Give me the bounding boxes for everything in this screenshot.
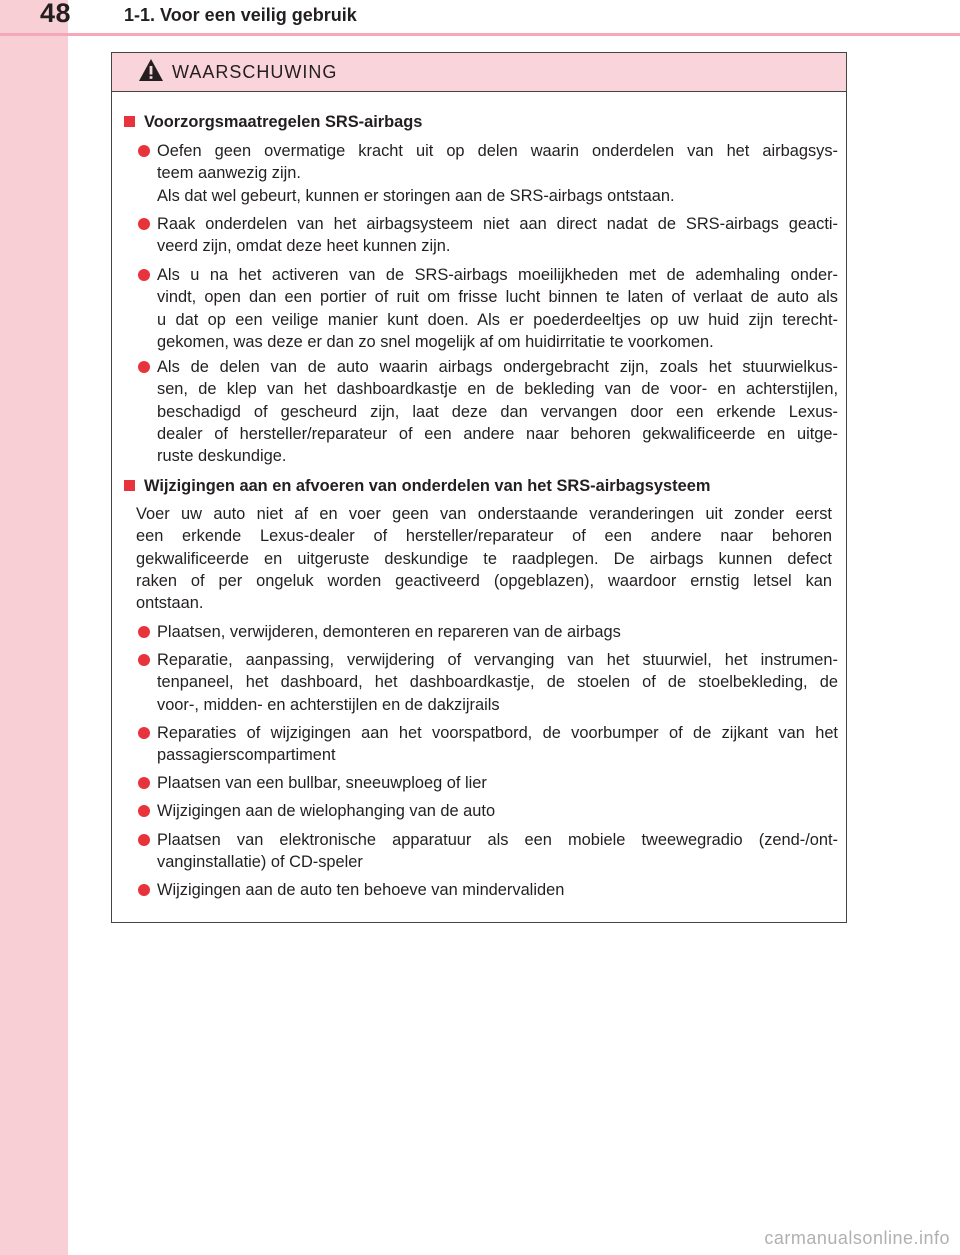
page-number: 48 xyxy=(40,0,72,28)
list-item-line: Als u na het activeren van de SRS-airbags moeilijkheden met de ademhaling onder- xyxy=(157,266,838,284)
bullet-dot-icon xyxy=(138,834,150,846)
list-item xyxy=(138,140,838,207)
list-item-line: beschadigd of gescheurd zijn, laat deze dan vervangen door een erkende Lexus- xyxy=(157,402,838,421)
list-item xyxy=(138,800,838,822)
bullet-dot-icon xyxy=(138,884,150,896)
list-item-line: passagierscompartiment xyxy=(157,746,336,765)
warning-header xyxy=(112,53,846,92)
bullet-dot-icon xyxy=(138,145,150,157)
list-item-line: Wijzigingen aan de wielophanging van de auto xyxy=(157,802,496,820)
list-item-line: Reparatie, aanpassing, verwijdering of vervanging van het stuurwiel, het instrumen- xyxy=(157,651,838,669)
list-item xyxy=(138,772,838,794)
list-item-line: vanginstallatie) of CD-speler xyxy=(157,853,363,872)
warning-box xyxy=(111,52,847,923)
list-item-line: gekomen, was deze er dan zo snel mogelijk af om huidirritatie te voorkomen. xyxy=(157,332,714,351)
bullet-dot-icon xyxy=(138,626,150,638)
list-item-line: Als dat wel gebeurt, kunnen er storingen aan de SRS-airbags ontstaan. xyxy=(157,186,675,205)
section-heading-modifications xyxy=(124,475,710,497)
paragraph-line: Voer uw auto niet af en voer geen van onderstaande veranderingen uit zonder eerst xyxy=(136,505,832,523)
bullet-dot-icon xyxy=(138,361,150,373)
list-item-line: voor-, midden- en achterstijlen en de dakzijrails xyxy=(157,695,500,714)
list-item xyxy=(138,649,838,716)
header-rule xyxy=(0,33,960,36)
list-item-line: Plaatsen van elektronische apparatuur als een mobiele tweewegradio (zend-/ont- xyxy=(157,831,838,849)
list-item xyxy=(138,264,838,353)
intro-paragraph xyxy=(136,503,832,614)
list-item-line: Als de delen van de auto waarin airbags ondergebracht zijn, zoals het stuurwielkus- xyxy=(157,358,838,376)
paragraph-line: een erkende Lexus-dealer of hersteller/reparateur of een andere naar behoren xyxy=(136,527,832,546)
paragraph-line: gekwalificeerde en uitgeruste deskundige te raadplegen. De airbags kunnen defect xyxy=(136,549,832,568)
bullet-dot-icon xyxy=(138,269,150,281)
list-item-line: vindt, open dan een portier of ruit om frisse lucht binnen te laten of verlaat de auto als xyxy=(157,288,838,307)
list-item-line: Plaatsen van een bullbar, sneeuwploeg of lier xyxy=(157,774,487,792)
section-heading-text: Wijzigingen aan en afvoeren van onderdelen van het SRS-airbagsysteem xyxy=(144,477,711,495)
square-bullet-icon xyxy=(124,480,135,491)
list-item-line: Reparaties of wijzigingen aan het voorspatbord, de voorbumper of de zijkant van het xyxy=(157,724,838,742)
list-item xyxy=(138,621,838,643)
list-item xyxy=(138,722,838,767)
warning-triangle-icon xyxy=(138,58,164,82)
watermark: carmanualsonline.info xyxy=(764,1228,950,1248)
list-item-line: veerd zijn, omdat deze heet kunnen zijn. xyxy=(157,237,451,256)
list-item-line: Raak onderdelen van het airbagsysteem niet aan direct nadat de SRS-airbags geacti- xyxy=(157,215,838,233)
left-margin-band xyxy=(0,0,68,1255)
list-item-line: Oefen geen overmatige kracht uit op delen waarin onderdelen van het airbagsys- xyxy=(157,142,838,160)
list-item xyxy=(138,356,838,467)
list-item-line: teem aanwezig zijn. xyxy=(157,164,301,183)
list-item xyxy=(138,213,838,258)
list-item-line: Wijzigingen aan de auto ten behoeve van mindervaliden xyxy=(157,881,565,899)
paragraph-line: ontstaan. xyxy=(136,594,204,613)
list-item-line: tenpaneel, het dashboard, het dashboardkastje, de stoelen of de stoelbekleding, de xyxy=(157,673,838,692)
list-item-line: ruste deskundige. xyxy=(157,447,287,466)
warning-title: WAARSCHUWING xyxy=(172,62,338,82)
bullet-dot-icon xyxy=(138,218,150,230)
bullet-dot-icon xyxy=(138,727,150,739)
list-item xyxy=(138,829,838,874)
square-bullet-icon xyxy=(124,116,135,127)
bullet-dot-icon xyxy=(138,805,150,817)
list-item-line: sen, de klep van het dashboardkastje en de bekleding van de voor- en achterstijlen, xyxy=(157,380,838,399)
list-item-line: dealer of hersteller/reparateur of een andere naar behoren gekwalificeerde en uitge- xyxy=(157,424,838,443)
list-item-line: Plaatsen, verwijderen, demonteren en repareren van de airbags xyxy=(157,623,621,641)
list-item xyxy=(138,879,838,901)
list-item-line: u dat op een veilige manier kunt doen. Als er poederdeeltjes op uw huid zijn terecht- xyxy=(157,310,838,329)
section-title: 1-1. Voor een veilig gebruik xyxy=(124,5,357,25)
section-heading-airbags xyxy=(124,111,422,133)
paragraph-line: raken of per ongeluk worden geactiveerd (opgeblazen), waardoor ernstig letsel kan xyxy=(136,571,832,590)
warning-content xyxy=(112,91,846,922)
bullet-dot-icon xyxy=(138,654,150,666)
bullet-dot-icon xyxy=(138,777,150,789)
section-heading-text: Voorzorgsmaatregelen SRS-airbags xyxy=(144,113,423,131)
